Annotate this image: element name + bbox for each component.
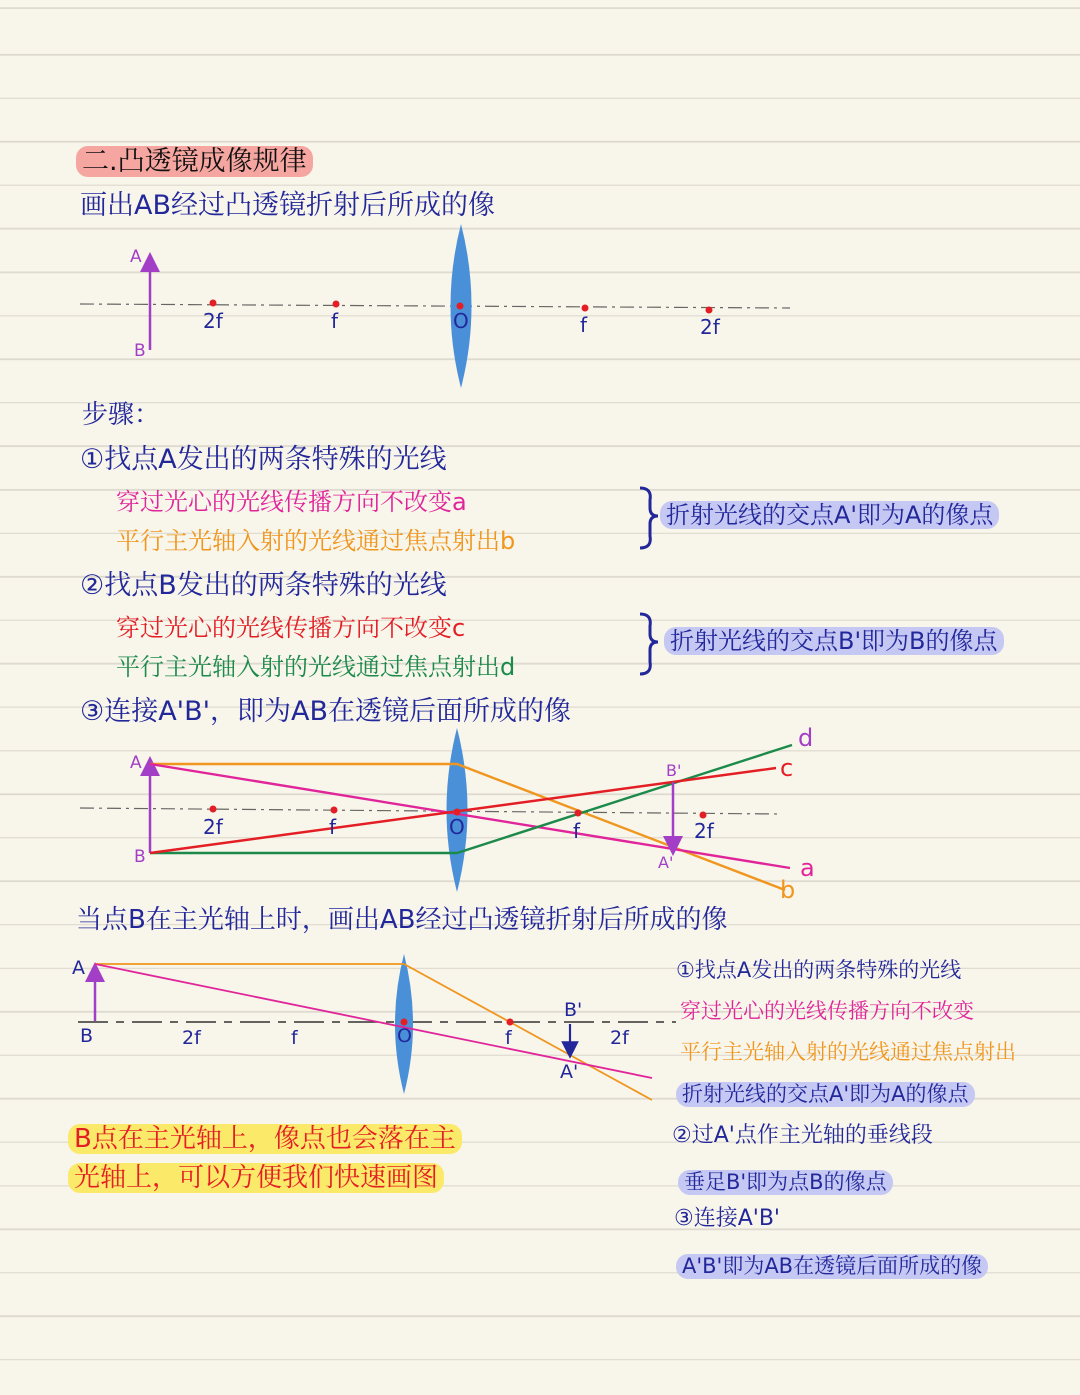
label-f-left: f [331, 309, 339, 333]
label-B: B [80, 1025, 94, 1047]
note-intersection: 折射光线的交点A'即为A的像点 [676, 1082, 975, 1107]
diagram-3 [72, 954, 676, 1100]
note-center-ray: 穿过光心的光线传播方向不改变 [680, 999, 974, 1023]
diagram-1 [80, 224, 790, 388]
focus-point [700, 812, 707, 819]
note-foot-point: 垂足B'即为点B的像点 [678, 1170, 893, 1195]
label-Ap: A' [560, 1061, 579, 1083]
label-Bp: B' [564, 999, 583, 1021]
label-f-left: f [329, 815, 337, 839]
conclusion-line2: 光轴上，可以方便我们快速画图 [68, 1163, 444, 1193]
label-B: B [134, 341, 146, 361]
brace-step2 [640, 614, 658, 674]
label-B: B [134, 847, 146, 867]
conclusion-line1: B点在主光轴上，像点也会落在主 [68, 1124, 462, 1154]
step2-result: 折射光线的交点B'即为B的像点 [664, 627, 1004, 655]
label-2f-left: 2f [203, 309, 223, 333]
label-O: O [453, 309, 469, 333]
focus-point [706, 307, 713, 314]
label-d: d [798, 724, 814, 752]
step1-heading: ①找点A发出的两条特殊的光线 [80, 444, 447, 475]
step3-heading: ③连接A'B'，即为AB在透镜后面所成的像 [80, 696, 572, 727]
note-image-result: A'B'即为AB在透镜后面所成的像 [676, 1254, 988, 1279]
principal-axis [80, 304, 790, 308]
ray-b [150, 764, 785, 890]
label-A: A [130, 753, 142, 773]
task1-heading: 画出AB经过凸透镜折射后所成的像 [80, 190, 495, 221]
focus-point [582, 305, 589, 312]
label-a: a [800, 854, 815, 882]
step2-heading: ②找点B发出的两条特殊的光线 [80, 570, 447, 601]
note-step3: ③连接A'B' [674, 1206, 780, 1231]
label-2f-right: 2f [610, 1027, 629, 1049]
diagram-2 [80, 724, 815, 904]
label-Ap: A' [658, 853, 674, 872]
step1-ray-a: 穿过光心的光线传播方向不改变a [116, 488, 467, 516]
focus-point [331, 807, 338, 814]
note-parallel-ray: 平行主光轴入射的光线通过焦点射出 [680, 1040, 1016, 1064]
focus-point [210, 300, 217, 307]
label-A: A [72, 957, 85, 979]
step2-ray-d: 平行主光轴入射的光线通过焦点射出d [116, 653, 516, 681]
step1-result: 折射光线的交点A'即为A的像点 [660, 501, 999, 529]
focus-point [333, 301, 340, 308]
note-step1: ①找点A发出的两条特殊的光线 [676, 958, 962, 982]
steps-title: 步骤： [82, 400, 161, 430]
label-Bp: B' [666, 761, 682, 780]
label-2f-right: 2f [694, 819, 714, 843]
label-O: O [449, 815, 465, 839]
label-f-right: f [580, 313, 588, 337]
step2-ray-c: 穿过光心的光线传播方向不改变c [116, 614, 466, 642]
label-2f-right: 2f [700, 315, 720, 339]
brace-step1 [640, 488, 658, 548]
label-f-left: f [291, 1027, 298, 1049]
label-2f-left: 2f [182, 1027, 201, 1049]
label-2f-left: 2f [203, 815, 223, 839]
label-A: A [130, 247, 142, 267]
focus-point [210, 806, 217, 813]
section-title: 二.凸透镜成像规律 [76, 146, 313, 177]
note-step2: ②过A'点作主光轴的垂线段 [672, 1123, 933, 1148]
label-b: b [780, 876, 796, 904]
focus-point [575, 810, 582, 817]
step1-ray-b: 平行主光轴入射的光线通过焦点射出b [116, 527, 516, 555]
task2-heading: 当点B在主光轴上时，画出AB经过凸透镜折射后所成的像 [76, 905, 728, 935]
focus-point [507, 1019, 514, 1026]
label-O: O [397, 1025, 412, 1047]
label-c: c [780, 754, 794, 782]
label-f-right: f [505, 1027, 512, 1049]
label-f-right: f [573, 819, 581, 843]
